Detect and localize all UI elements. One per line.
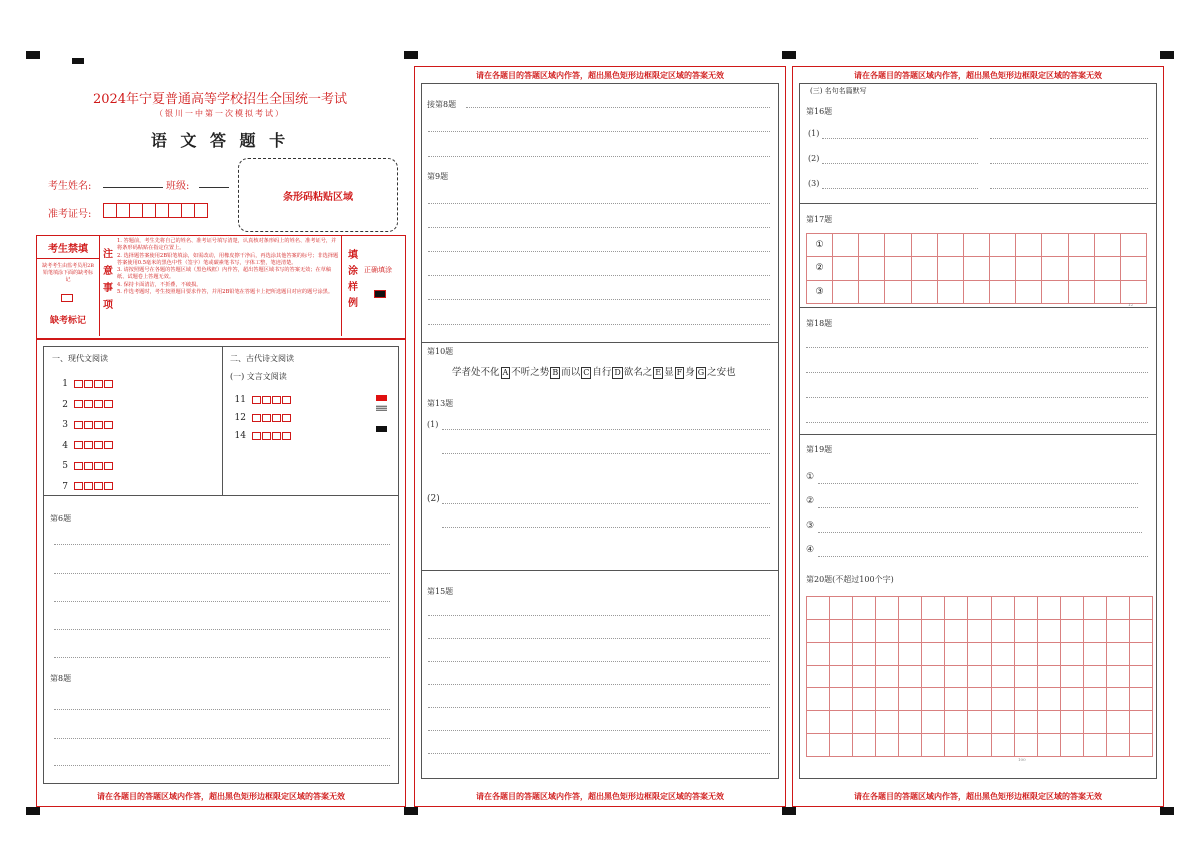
q20-cell[interactable] (1129, 642, 1153, 666)
q20-cell[interactable] (829, 596, 853, 620)
choice-number: 2 (62, 399, 68, 410)
q20-cell[interactable] (1060, 642, 1084, 666)
absent-checkbox[interactable] (61, 294, 73, 302)
q20-cell[interactable] (1014, 619, 1038, 643)
q20-cell[interactable] (875, 687, 899, 711)
notice-list (117, 238, 339, 296)
q20-cell[interactable] (1060, 710, 1084, 734)
q20-cell[interactable] (829, 710, 853, 734)
q20-cell[interactable] (852, 596, 876, 620)
choice-option-c[interactable] (94, 462, 103, 470)
q17-cell[interactable] (911, 280, 938, 304)
q16-item-1: (1) (808, 129, 820, 138)
choice-option-c[interactable] (94, 400, 103, 408)
q17-row-label: ③ (806, 280, 833, 304)
q17-cell[interactable] (1120, 280, 1147, 304)
q20-cell[interactable] (1106, 687, 1130, 711)
choice-option-a[interactable] (74, 400, 83, 408)
q20-cell[interactable] (829, 642, 853, 666)
q20-cell[interactable] (829, 733, 853, 757)
q17-cell[interactable] (1015, 280, 1042, 304)
choice-option-c[interactable] (94, 441, 103, 449)
forbidden-section (37, 236, 100, 336)
absent-label: 缺考标记 (49, 316, 86, 326)
q20-cell[interactable] (1014, 665, 1038, 689)
choice-number: 11 (234, 395, 246, 405)
q20-cell[interactable] (921, 665, 945, 689)
q20-cell[interactable] (875, 710, 899, 734)
q13-2-label: (2) (427, 494, 440, 504)
q20-cell[interactable] (1129, 733, 1153, 757)
q20-cell[interactable] (898, 733, 922, 757)
q17-cell[interactable] (1068, 256, 1095, 280)
q20-cell[interactable] (1106, 733, 1130, 757)
name-field[interactable] (103, 186, 163, 188)
q20-cell[interactable] (1037, 665, 1061, 689)
card-title: 语 文 答 题 卡 (150, 131, 290, 150)
choice-option-a[interactable] (252, 432, 261, 440)
fill-example (341, 236, 405, 336)
q17-cell[interactable] (858, 256, 885, 280)
q20-cell[interactable] (967, 665, 991, 689)
q19-item-4: ④ (806, 545, 815, 555)
q17-cell[interactable] (884, 256, 911, 280)
q10-option-e[interactable]: E (655, 368, 662, 377)
q20-cell[interactable] (921, 687, 945, 711)
q20-cell[interactable] (806, 710, 830, 734)
q20-cell[interactable] (806, 642, 830, 666)
q10-option-g[interactable]: G (697, 368, 705, 377)
q20-cell[interactable] (1037, 710, 1061, 734)
q20-cell[interactable] (806, 733, 830, 757)
choice-option-a[interactable] (74, 482, 83, 490)
id-boxes[interactable] (103, 203, 208, 218)
choice-option-d[interactable] (282, 396, 291, 404)
q17-cell[interactable] (1041, 280, 1068, 304)
choice-number: 12 (234, 413, 246, 423)
q20-cell[interactable] (806, 687, 830, 711)
q20-cell[interactable] (921, 642, 945, 666)
q17-cell[interactable] (963, 280, 990, 304)
q20-cell[interactable] (829, 619, 853, 643)
notice-box (36, 235, 406, 339)
q17-count: 12 (1128, 302, 1134, 307)
q6-label: 第6题 (50, 514, 72, 523)
choice-options (252, 431, 292, 441)
choice-option-a[interactable] (74, 421, 83, 429)
q20-cell[interactable] (852, 710, 876, 734)
choice-row-q3 (54, 420, 114, 430)
exam-subtitle: （银川一中第一次模拟考试） (155, 109, 285, 118)
q10-option-d[interactable]: D (614, 368, 621, 377)
barcode-label: 条形码粘贴区域 (283, 192, 353, 203)
class-field[interactable] (199, 186, 229, 188)
q20-cell[interactable] (967, 733, 991, 757)
q20-cell[interactable] (806, 665, 830, 689)
timing-mark (404, 51, 418, 59)
q17-cell[interactable] (832, 280, 859, 304)
q20-cell[interactable] (991, 642, 1015, 666)
q17-cell[interactable] (911, 256, 938, 280)
q8-label: 第8题 (50, 674, 72, 683)
q20-cell[interactable] (991, 665, 1015, 689)
choice-row-q12 (232, 413, 292, 423)
q20-cell[interactable] (1014, 733, 1038, 757)
select-mark-black (376, 426, 387, 432)
q20-cell[interactable] (1106, 642, 1130, 666)
q17-cell[interactable] (1068, 233, 1095, 257)
q20-cell[interactable] (875, 596, 899, 620)
q20-cell[interactable] (1037, 642, 1061, 666)
q9-label: 第9题 (427, 172, 449, 181)
choice-row-q11 (232, 395, 292, 405)
q20-cell[interactable] (944, 687, 968, 711)
q17-cell[interactable] (989, 280, 1016, 304)
q13-1-label: (1) (427, 420, 439, 429)
q20-cell[interactable] (991, 596, 1015, 620)
section-famous-lines: (三) 名句名篇默写 (810, 87, 867, 95)
q20-cell[interactable] (1106, 619, 1130, 643)
q20-cell[interactable] (921, 710, 945, 734)
notice-item: 4. 保持卡面清洁，不折叠，不破损。 (117, 281, 202, 288)
choice-options (74, 379, 114, 389)
choice-option-b[interactable] (84, 441, 93, 449)
q20-label: 第20题(不超过100个字) (806, 575, 894, 584)
timing-mark (782, 51, 796, 59)
timing-mark (404, 807, 418, 815)
q17-cell[interactable] (963, 233, 990, 257)
q20-cell[interactable] (967, 687, 991, 711)
q20-cell[interactable] (1014, 710, 1038, 734)
q20-cell[interactable] (852, 619, 876, 643)
exam-title: 2024年宁夏普通高等学校招生全国统一考试 (92, 92, 348, 107)
section-modern-reading: 一、现代文阅读 (52, 354, 108, 363)
q20-cell[interactable] (1106, 710, 1130, 734)
left-warning: 请在各题目的答题区域内作答，超出黑色矩形边框限定区域的答案无效 (97, 792, 345, 801)
q20-cell[interactable] (875, 642, 899, 666)
middle-inner-box (421, 83, 779, 779)
right-answer-panel (792, 66, 1164, 807)
choice-option-a[interactable] (252, 414, 261, 422)
choice-option-a[interactable] (74, 462, 83, 470)
choice-option-d[interactable] (104, 482, 113, 490)
q20-cell[interactable] (991, 619, 1015, 643)
choice-option-a[interactable] (74, 380, 83, 388)
notice-item: 2. 选择题答案使用2B铅笔填涂，如需改动，用橡皮擦干净后，再选涂其他答案的标号；非选择题答案使用0.5毫米的黑色中性（签字）笔或碳素笔书写，字体工整，笔迹清楚。 (117, 252, 339, 266)
q20-cell[interactable] (1060, 665, 1084, 689)
q20-cell[interactable] (898, 687, 922, 711)
q20-cell[interactable] (1083, 642, 1107, 666)
q18-label: 第18题 (806, 319, 833, 328)
middle-answer-panel (414, 66, 786, 807)
correct-fill-sample (374, 290, 386, 298)
q20-cell[interactable] (898, 642, 922, 666)
q17-cell[interactable] (858, 280, 885, 304)
q17-cell[interactable] (858, 233, 885, 257)
q20-grid[interactable] (806, 596, 1152, 756)
q10-option-c[interactable]: C (583, 368, 590, 377)
q13-label: 第13题 (427, 399, 454, 408)
q17-cell[interactable] (989, 256, 1016, 280)
choice-option-b[interactable] (84, 421, 93, 429)
choice-row-q4 (54, 441, 114, 451)
choice-row-q5 (54, 461, 114, 471)
forbidden-text: 缺考考生由监考员用2B铅笔填涂下面的缺考标记 (42, 263, 94, 283)
q17-label: 第17题 (806, 215, 833, 224)
q20-cell[interactable] (1037, 687, 1061, 711)
choice-number: 1 (62, 379, 68, 389)
q20-cell[interactable] (921, 733, 945, 757)
middle-warning-top: 请在各题目的答题区域内作答，超出黑色矩形边框限定区域的答案无效 (476, 71, 724, 80)
right-inner-box (799, 83, 1157, 779)
q19-item-2: ② (806, 496, 815, 506)
q20-cell[interactable] (1129, 596, 1153, 620)
q17-cell[interactable] (937, 280, 964, 304)
left-inner-box (43, 346, 399, 784)
q20-cell[interactable] (898, 596, 922, 620)
choice-number: 3 (62, 420, 68, 430)
q20-cell[interactable] (829, 687, 853, 711)
q17-cell[interactable] (1015, 233, 1042, 257)
choice-number: 5 (62, 461, 68, 471)
q20-cell[interactable] (806, 619, 830, 643)
choice-option-d[interactable] (104, 441, 113, 449)
q20-cell[interactable] (1083, 619, 1107, 643)
q20-cell[interactable] (1037, 596, 1061, 620)
timing-mark (26, 51, 40, 59)
q20-cell[interactable] (1060, 619, 1084, 643)
choice-option-d[interactable] (104, 462, 113, 470)
choice-options (74, 482, 114, 492)
choice-option-d[interactable] (104, 421, 113, 429)
q20-cell[interactable] (967, 596, 991, 620)
q20-cell[interactable] (944, 733, 968, 757)
q17-cell[interactable] (1041, 233, 1068, 257)
q17-cell[interactable] (1068, 280, 1095, 304)
class-label: 班级: (166, 181, 190, 192)
q17-cell[interactable] (884, 280, 911, 304)
q20-cell[interactable] (852, 687, 876, 711)
q20-cell[interactable] (852, 665, 876, 689)
q17-cell[interactable] (1015, 256, 1042, 280)
choice-option-d[interactable] (282, 432, 291, 440)
q17-cell[interactable] (1094, 233, 1121, 257)
q17-cell[interactable] (937, 256, 964, 280)
q20-cell[interactable] (875, 733, 899, 757)
q20-cell[interactable] (1014, 642, 1038, 666)
q16-item-3: (3) (808, 179, 820, 188)
q20-cell[interactable] (1083, 665, 1107, 689)
q20-cell[interactable] (1060, 596, 1084, 620)
q10-label: 第10题 (427, 347, 454, 356)
q20-cell[interactable] (898, 665, 922, 689)
q20-cell[interactable] (898, 619, 922, 643)
q20-cell[interactable] (1106, 665, 1130, 689)
q20-cell[interactable] (875, 665, 899, 689)
q20-cell[interactable] (1037, 619, 1061, 643)
id-label: 准考证号: (48, 209, 92, 220)
q20-cell[interactable] (967, 642, 991, 666)
choice-options (252, 395, 292, 405)
q10-option-a[interactable]: A (502, 368, 509, 377)
q17-cell[interactable] (963, 256, 990, 280)
choice-option-b[interactable] (262, 414, 271, 422)
q16-item-2: (2) (808, 154, 820, 163)
choice-option-c[interactable] (272, 432, 281, 440)
choice-option-c[interactable] (272, 396, 281, 404)
q20-cell[interactable] (991, 687, 1015, 711)
q20-cell[interactable] (1037, 733, 1061, 757)
q20-cell[interactable] (1129, 687, 1153, 711)
section-classical-reading: 二、古代诗文阅读 (230, 354, 294, 363)
q17-cell[interactable] (1120, 256, 1147, 280)
choice-number: 4 (62, 440, 68, 451)
q17-cell[interactable] (1094, 280, 1121, 304)
q17-cell[interactable] (911, 233, 938, 257)
choice-option-b[interactable] (84, 482, 93, 490)
q17-cell[interactable] (989, 233, 1016, 257)
right-warning-bottom: 请在各题目的答题区域内作答，超出黑色矩形边框限定区域的答案无效 (854, 792, 1102, 801)
choice-options (74, 461, 114, 471)
q20-cell[interactable] (967, 619, 991, 643)
q17-cell[interactable] (1094, 256, 1121, 280)
forbidden-title: 考生禁填 (37, 240, 99, 259)
q17-grid[interactable] (806, 233, 1146, 303)
q20-cell[interactable] (991, 710, 1015, 734)
name-label: 考生姓名: (48, 181, 92, 192)
timing-mark (72, 58, 84, 64)
choice-option-d[interactable] (104, 380, 113, 388)
q17-cell[interactable] (1041, 256, 1068, 280)
choice-options (252, 413, 292, 423)
middle-warning-bottom: 请在各题目的答题区域内作答，超出黑色矩形边框限定区域的答案无效 (476, 792, 724, 801)
q20-count: 100 (1018, 757, 1026, 762)
notice-item: 1. 答题前，考生先将自己的姓名、准考证号填写清楚，认真核对条形码上的姓名、准考证号，并将条形码粘贴在指定位置上。 (117, 238, 337, 252)
q20-cell[interactable] (852, 642, 876, 666)
choice-row-q1 (54, 379, 114, 389)
choice-option-b[interactable] (262, 396, 271, 404)
left-answer-panel (36, 339, 406, 807)
choice-number: 14 (234, 431, 246, 441)
choice-option-a[interactable] (252, 396, 261, 404)
q19-item-3: ③ (806, 521, 815, 531)
q17-row-label: ② (806, 256, 833, 280)
choice-options (74, 441, 114, 451)
q17-cell[interactable] (1120, 233, 1147, 257)
q17-cell[interactable] (832, 256, 859, 280)
q20-cell[interactable] (921, 619, 945, 643)
choice-options (74, 420, 114, 430)
q20-cell[interactable] (944, 665, 968, 689)
q10-sentence: 学者处不化 A 不听之势 B 而以 C 自行 D 欲名之 E 显 F 身 G 之安也 (452, 367, 736, 378)
fill-title: 填 涂 样 例 (348, 250, 358, 309)
timing-mark (26, 807, 40, 815)
q20-cell[interactable] (1060, 687, 1084, 711)
right-warning-top: 请在各题目的答题区域内作答，超出黑色矩形边框限定区域的答案无效 (854, 71, 1102, 80)
q19-item-1: ① (806, 472, 815, 482)
q20-cell[interactable] (1129, 710, 1153, 734)
timing-mark (1160, 51, 1174, 59)
notice-title: 注 意 事 项 (103, 249, 113, 311)
notice-item: 5. 作选考题时，考生按照题目要求作答，并用2B铅笔在答题卡上把所选题目对应的题号涂黑。 (117, 289, 334, 296)
correct-fill-label: 正确填涂 (364, 266, 392, 274)
q8-cont-label: 接第8题 (427, 100, 457, 109)
q19-label: 第19题 (806, 445, 833, 454)
q20-cell[interactable] (1060, 733, 1084, 757)
q17-row-label: ① (806, 233, 833, 257)
subsection-classical-prose: (一) 文言文阅读 (230, 372, 287, 381)
choice-option-c[interactable] (94, 482, 103, 490)
choice-option-b[interactable] (84, 380, 93, 388)
choice-option-b[interactable] (262, 432, 271, 440)
choice-option-b[interactable] (84, 400, 93, 408)
choice-number: 7 (62, 481, 68, 492)
choice-option-d[interactable] (282, 414, 291, 422)
q20-cell[interactable] (944, 710, 968, 734)
q20-cell[interactable] (1083, 596, 1107, 620)
q20-cell[interactable] (898, 710, 922, 734)
q10-option-f[interactable]: F (676, 368, 683, 377)
choice-option-c[interactable] (94, 421, 103, 429)
notice-item: 3. 请按照题号在各题的答题区域（黑色线框）内作答，超出答题区域书写的答案无效；在草稿纸、试题卷上答题无效。 (117, 267, 332, 281)
q20-cell[interactable] (1129, 665, 1153, 689)
q20-cell[interactable] (944, 596, 968, 620)
choice-option-b[interactable] (84, 462, 93, 470)
choice-option-d[interactable] (104, 400, 113, 408)
q16-label: 第16题 (806, 107, 833, 116)
q20-cell[interactable] (1129, 619, 1153, 643)
q20-cell[interactable] (944, 642, 968, 666)
q20-cell[interactable] (875, 619, 899, 643)
q10-option-b[interactable]: B (552, 368, 559, 377)
barcode-area (238, 158, 398, 232)
choice-option-c[interactable] (94, 380, 103, 388)
q20-cell[interactable] (1014, 596, 1038, 620)
choice-row-q14 (232, 431, 292, 441)
q17-cell[interactable] (937, 233, 964, 257)
q20-cell[interactable] (1106, 596, 1130, 620)
q20-cell[interactable] (921, 596, 945, 620)
q20-cell[interactable] (1083, 710, 1107, 734)
q15-label: 第15题 (427, 587, 454, 596)
q20-cell[interactable] (967, 710, 991, 734)
choice-section (44, 347, 398, 496)
select-mark-red (376, 395, 387, 401)
q20-cell[interactable] (806, 596, 830, 620)
timing-mark (782, 807, 796, 815)
q20-cell[interactable] (1083, 687, 1107, 711)
choice-row-q2 (54, 400, 114, 410)
choice-option-c[interactable] (272, 414, 281, 422)
timing-mark (1160, 807, 1174, 815)
q20-cell[interactable] (991, 733, 1015, 757)
select-mark-gray (376, 405, 387, 411)
q20-cell[interactable] (1083, 733, 1107, 757)
q17-cell[interactable] (884, 233, 911, 257)
q20-cell[interactable] (852, 733, 876, 757)
q20-cell[interactable] (944, 619, 968, 643)
q17-cell[interactable] (832, 233, 859, 257)
q20-cell[interactable] (1014, 687, 1038, 711)
choice-row-q7 (54, 482, 114, 492)
q20-cell[interactable] (829, 665, 853, 689)
choice-option-a[interactable] (74, 441, 83, 449)
choice-options (74, 400, 114, 410)
